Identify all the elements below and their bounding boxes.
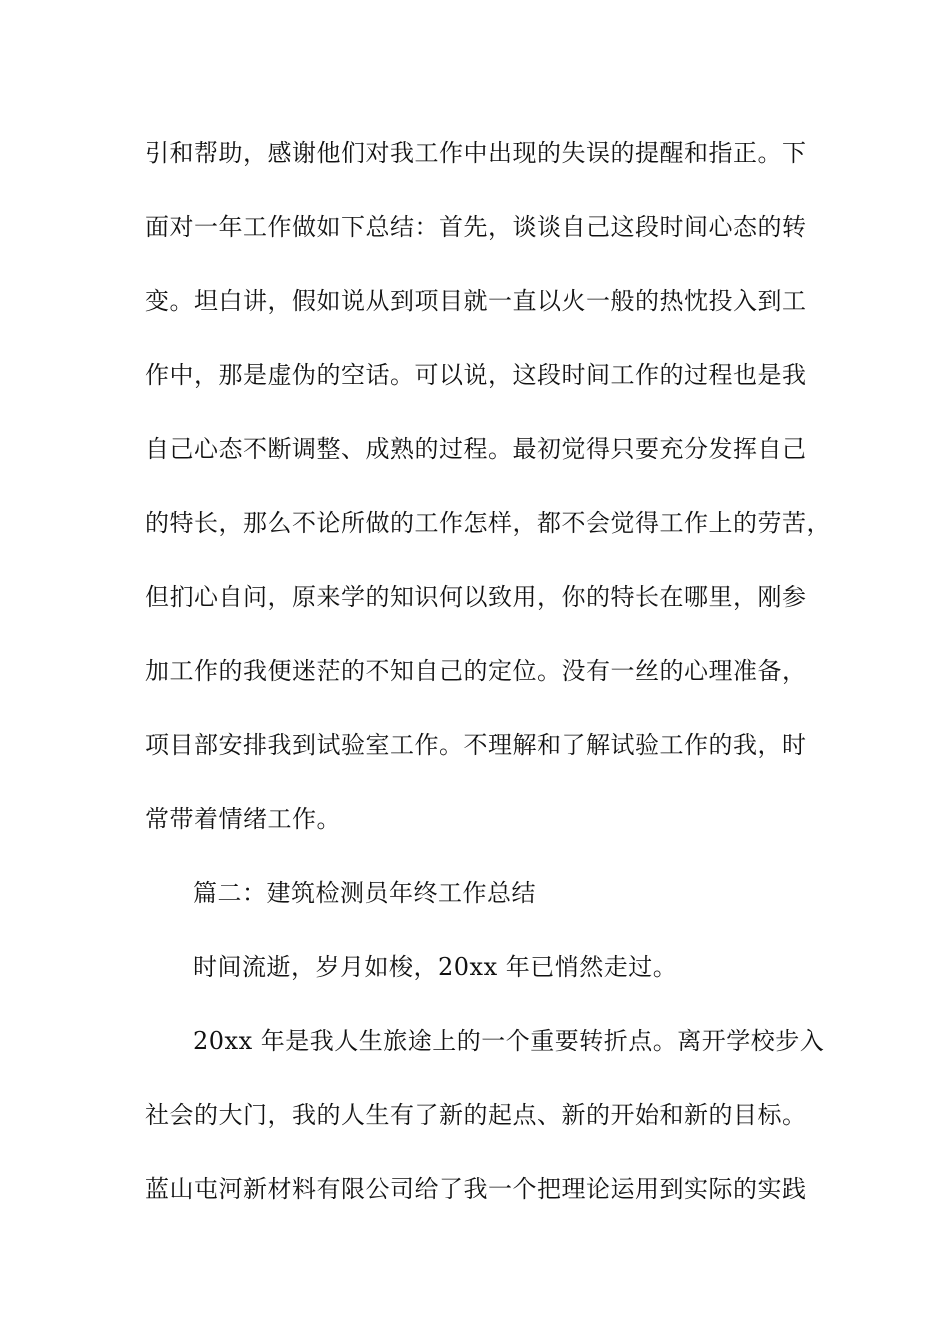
paragraph-line: 常带着情绪工作。 (145, 805, 341, 833)
paragraph-line: 自己心态不断调整、成熟的过程。最初觉得只要充分发挥自己 (145, 435, 807, 463)
paragraph-line: 20xx 年是我人生旅途上的一个重要转折点。离开学校步入 (193, 1027, 825, 1055)
paragraph-line: 加工作的我便迷茫的不知自己的定位。没有一丝的心理准备， (145, 657, 807, 685)
paragraph-line: 变。坦白讲，假如说从到项目就一直以火一般的热忱投入到工 (145, 287, 807, 315)
paragraph-line: 项目部安排我到试验室工作。不理解和了解试验工作的我，时 (145, 731, 807, 759)
paragraph-line: 社会的大门，我的人生有了新的起点、新的开始和新的目标。 (145, 1101, 807, 1129)
paragraph-line: 引和帮助，感谢他们对我工作中出现的失误的提醒和指正。下 (145, 139, 807, 167)
paragraph-line: 的特长，那么不论所做的工作怎样，都不会觉得工作上的劳苦， (145, 509, 831, 537)
paragraph-line: 面对一年工作做如下总结：首先，谈谈自己这段时间心态的转 (145, 213, 807, 241)
paragraph-line: 蓝山屯河新材料有限公司给了我一个把理论运用到实际的实践 (145, 1175, 807, 1203)
paragraph-line: 时间流逝，岁月如梭，20xx 年已悄然走过。 (193, 953, 678, 981)
paragraph-line: 但扪心自问，原来学的知识何以致用，你的特长在哪里，刚参 (145, 583, 807, 611)
section-heading: 篇二：建筑检测员年终工作总结 (193, 879, 536, 907)
paragraph-line: 作中，那是虚伪的空话。可以说，这段时间工作的过程也是我 (145, 361, 807, 389)
